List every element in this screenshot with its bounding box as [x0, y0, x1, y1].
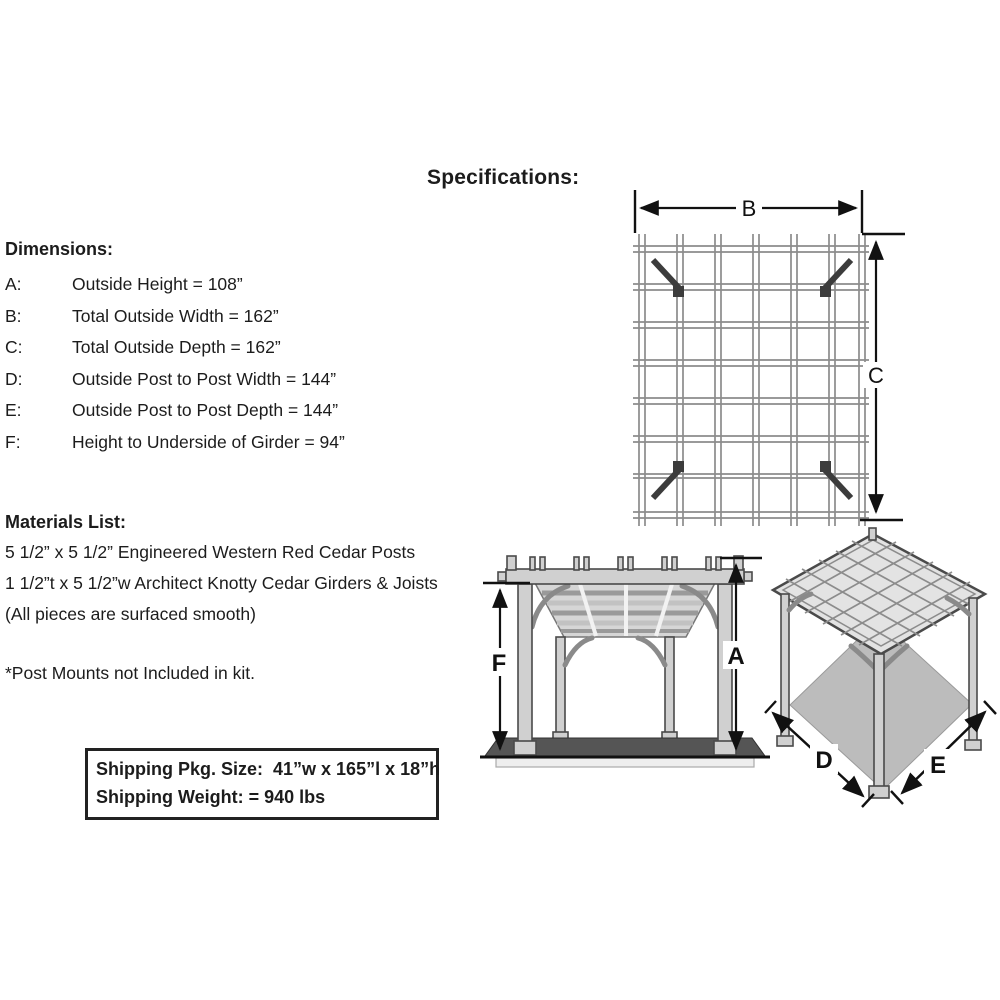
roof-underside [535, 583, 715, 637]
d-dimension-label: D [815, 747, 833, 774]
isometric-view-drawing [765, 528, 995, 818]
dimension-key-e: E: [5, 400, 22, 420]
dimension-value-f: Height to Underside of Girder = 94” [72, 431, 345, 452]
dimension-row-b [5, 301, 425, 333]
dimension-row-f [5, 427, 425, 459]
dimension-value-d: Outside Post to Post Width = 144” [72, 368, 337, 389]
dimension-value-e: Outside Post to Post Depth = 144” [72, 400, 339, 420]
dimensions-heading: Dimensions: [5, 239, 114, 259]
materials-line-girders: 1 1/2”t x 5 1/2”w Architect Knotty Cedar Girders & Joists [5, 573, 438, 593]
f-dimension-label: F [491, 650, 507, 677]
front-view-drawing [480, 545, 770, 780]
dimension-key-a: A: [5, 274, 22, 294]
roof-grid [773, 528, 985, 654]
dimension-row-a [5, 269, 425, 301]
shipping-box [85, 748, 439, 820]
materials-line-surfaced: (All pieces are surfaced smooth) [5, 604, 256, 624]
c-dimension-label: C [868, 363, 884, 388]
top-view-drawing [633, 190, 905, 530]
shipping-weight: Shipping Weight: = 940 lbs [96, 787, 326, 807]
e-dimension-label: E [929, 752, 947, 779]
page-title: Specifications: [427, 166, 580, 189]
b-dimension-label: B [741, 196, 757, 221]
dimension-key-f: F: [5, 431, 21, 452]
shipping-size: Shipping Pkg. Size: 41”w x 165”l x 18”h [96, 759, 441, 779]
materials-line-posts: 5 1/2” x 5 1/2” Engineered Western Red Cedar Posts [5, 542, 416, 562]
dimension-row-e [5, 395, 425, 427]
b-dimension-arrow [635, 190, 862, 233]
interior-posts [553, 637, 677, 740]
c-dimension-arrow [860, 234, 905, 520]
materials-heading: Materials List: [5, 512, 127, 532]
dimension-row-d [5, 364, 425, 396]
dimension-value-a: Outside Height = 108” [72, 274, 243, 294]
post-mounts-note: *Post Mounts not Included in kit. [5, 663, 255, 683]
a-dimension-label: A [727, 643, 745, 670]
dimension-value-b: Total Outside Width = 162” [72, 305, 279, 326]
dimensions-section [5, 239, 425, 458]
girder-beam [498, 556, 752, 584]
dimension-key-c: C: [5, 337, 23, 357]
dimension-value-c: Total Outside Depth = 162” [72, 337, 281, 357]
dimension-key-b: B: [5, 305, 22, 326]
dimension-row-c [5, 332, 425, 364]
dimension-key-d: D: [5, 368, 23, 389]
ground-platform [480, 757, 770, 767]
materials-section [5, 512, 475, 630]
